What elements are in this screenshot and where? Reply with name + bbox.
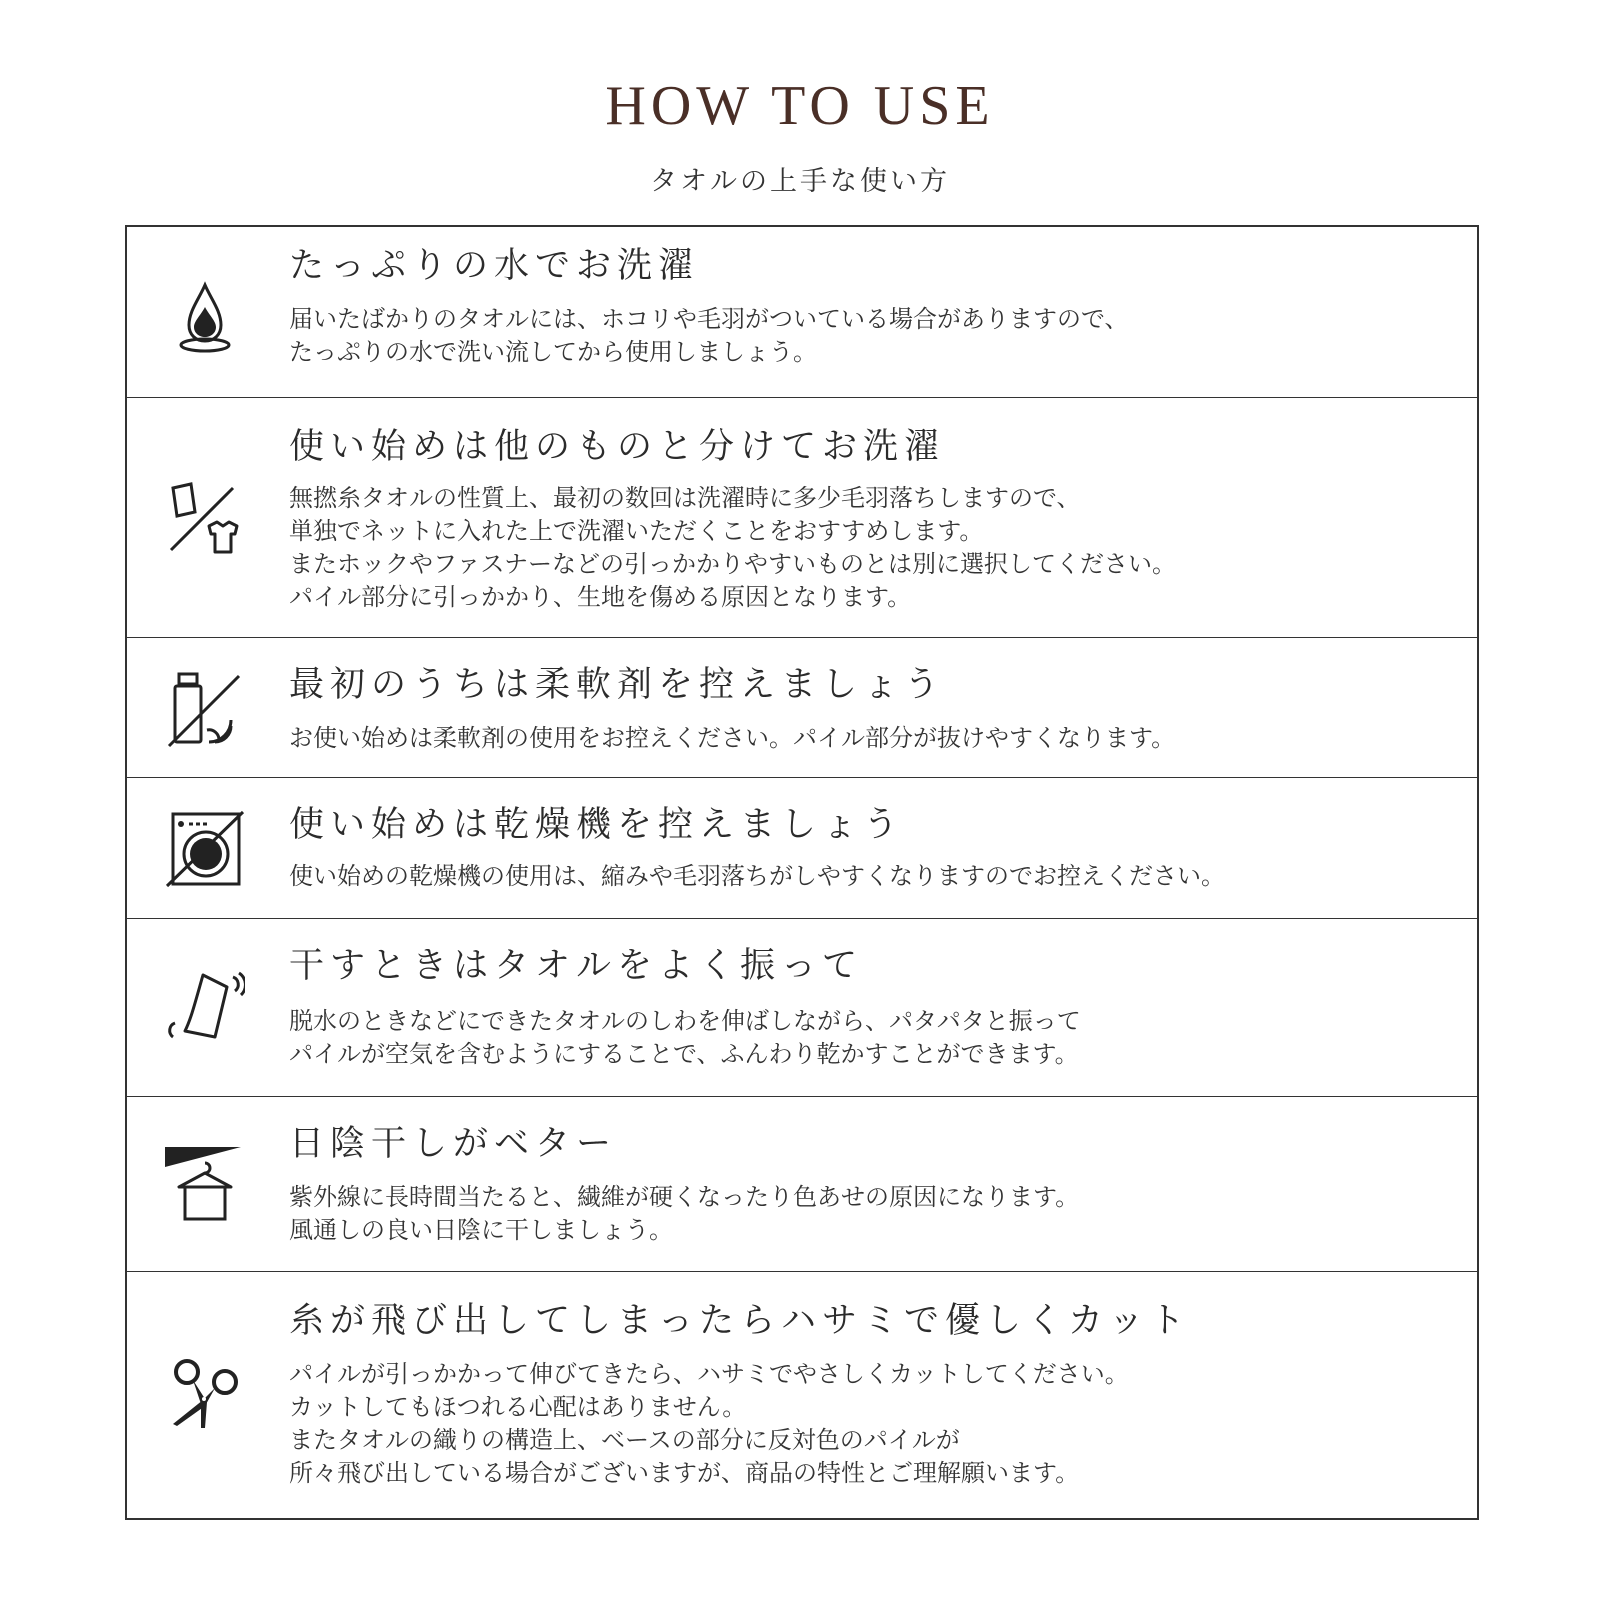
instruction-heading: 日陰干しがベター xyxy=(289,1124,618,1164)
instruction-body xyxy=(289,1005,1081,1071)
instruction-row-no-dryer xyxy=(127,777,1477,918)
shake-towel-icon xyxy=(165,967,245,1047)
instruction-row-separate-wash xyxy=(127,397,1477,637)
instruction-row-cut-thread xyxy=(127,1271,1477,1520)
instruction-line: 脱水のときなどにできたタオルのしわを伸ばしながら、パタパタと振って xyxy=(289,1007,1081,1035)
usage-instructions-list xyxy=(125,225,1479,1520)
no-softener-icon xyxy=(165,670,245,750)
instruction-line: またホックやファスナーなどの引っかかりやすいものとは別に選択してください。 xyxy=(289,550,1177,578)
instruction-row-wash-water xyxy=(127,227,1477,397)
instruction-line: 無撚糸タオルの性質上、最初の数回は洗濯時に多少毛羽落ちしますので、 xyxy=(289,484,1081,512)
separate-laundry-icon xyxy=(165,478,245,558)
instruction-body xyxy=(289,860,1225,893)
instruction-body xyxy=(289,303,1129,369)
instruction-body xyxy=(289,722,1175,755)
instruction-row-no-softener xyxy=(127,637,1477,777)
shade-dry-icon xyxy=(165,1143,245,1223)
instruction-line: 届いたばかりのタオルには、ホコリや毛羽がついている場合がありますので、 xyxy=(289,305,1129,333)
instruction-line: たっぷりの水で洗い流してから使用しましょう。 xyxy=(289,338,817,366)
instruction-line: カットしてもほつれる心配はありません。 xyxy=(289,1393,747,1421)
instruction-heading: 使い始めは他のものと分けてお洗濯 xyxy=(289,427,946,467)
instruction-line: パイル部分に引っかかり、生地を傷める原因となります。 xyxy=(289,583,912,611)
instruction-row-shake-towel xyxy=(127,918,1477,1096)
page-title: HOW TO USE xyxy=(605,75,995,137)
no-dryer-icon xyxy=(165,808,245,888)
instruction-line: またタオルの織りの構造上、ベースの部分に反対色のパイルが xyxy=(289,1426,960,1454)
instruction-heading: 最初のうちは柔軟剤を控えましょう xyxy=(289,665,946,705)
instruction-row-shade-dry xyxy=(127,1096,1477,1271)
water-drop-icon xyxy=(165,277,245,357)
instruction-line: パイルが空気を含むようにすることで、ふんわり乾かすことができます。 xyxy=(289,1040,1079,1068)
instruction-line: 紫外線に長時間当たると、繊維が硬くなったり色あせの原因になります。 xyxy=(289,1183,1080,1211)
page-subtitle: タオルの上手な使い方 xyxy=(650,166,950,197)
instruction-heading: 糸が飛び出してしまったらハサミで優しくカット xyxy=(289,1301,1191,1341)
instruction-line: お使い始めは柔軟剤の使用をお控えください。パイル部分が抜けやすくなります。 xyxy=(289,724,1176,752)
instruction-line: 使い始めの乾燥機の使用は、縮みや毛羽落ちがしやすくなりますのでお控えください。 xyxy=(289,862,1225,890)
instruction-line: 所々飛び出している場合がございますが、商品の特性とご理解願います。 xyxy=(289,1459,1080,1487)
instruction-body xyxy=(289,1358,1129,1490)
instruction-line: 単独でネットに入れた上で洗濯いただくことをおすすめします。 xyxy=(289,517,984,545)
instruction-heading: たっぷりの水でお洗濯 xyxy=(289,246,700,286)
scissors-icon xyxy=(165,1352,245,1432)
instruction-body xyxy=(289,1181,1079,1247)
instruction-line: 風通しの良い日陰に干しましょう。 xyxy=(289,1216,673,1244)
instruction-heading: 使い始めは乾燥機を控えましょう xyxy=(289,805,905,845)
instruction-heading: 干すときはタオルをよく振って xyxy=(289,946,864,986)
instruction-line: パイルが引っかかって伸びてきたら、ハサミでやさしくカットしてください。 xyxy=(289,1360,1129,1388)
instruction-body xyxy=(289,482,1176,614)
